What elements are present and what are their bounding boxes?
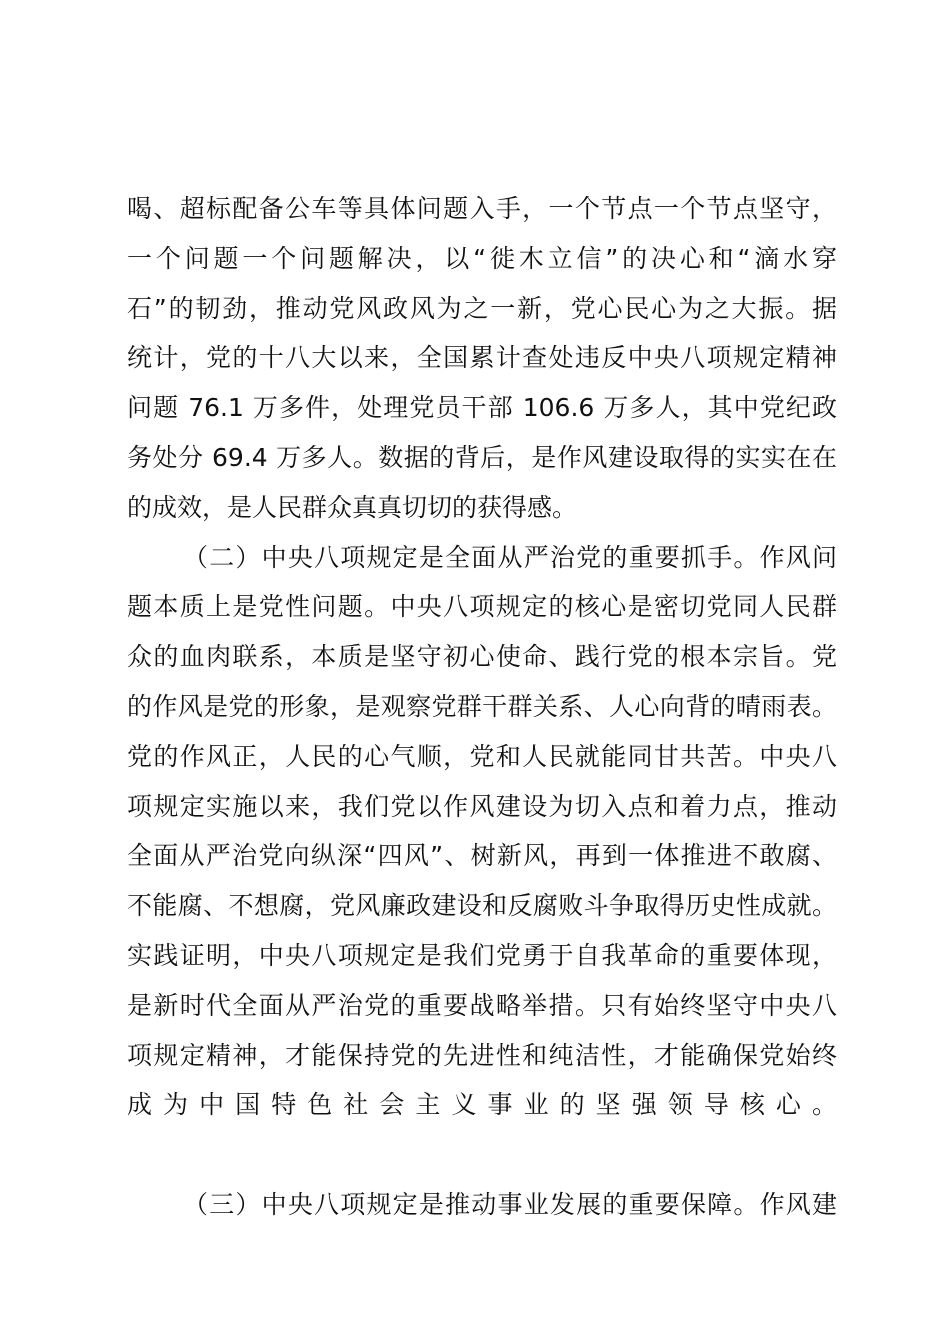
text-line: 实践证明，中央八项规定是我们党勇于自我革命的重要体现， bbox=[127, 940, 837, 970]
section-heading-line: （三）中央八项规定是推动事业发展的重要保障。作风建 bbox=[183, 1189, 837, 1219]
text-line: 项规定精神，才能保持党的先进性和纯洁性，才能确保党始终 bbox=[127, 1040, 837, 1070]
text-line: 的作风是党的形象，是观察党群干群关系、人心向背的晴雨表。 bbox=[127, 691, 837, 721]
text-line: 是新时代全面从严治党的重要战略举措。只有始终坚守中央八 bbox=[127, 990, 837, 1020]
text-line: 全面从严治党向纵深“四风”、树新风，再到一体推进不敢腐、 bbox=[127, 841, 837, 871]
paragraph-section-two bbox=[127, 533, 837, 1180]
text-line: 成为中国特色社会主义事业的坚强领导核心。 bbox=[127, 1090, 837, 1120]
text-line: 不能腐、不想腐，党风廉政建设和反腐败斗争取得历史性成就。 bbox=[127, 891, 837, 921]
text-line: 务处分 69.4 万多人。数据的背后，是作风建设取得的实实在在 bbox=[127, 442, 837, 472]
paragraph-section-three bbox=[127, 1180, 837, 1230]
text-line: 题本质上是党性问题。中央八项规定的核心是密切党同人民群 bbox=[127, 592, 837, 622]
document-body bbox=[127, 184, 837, 1230]
paragraph-continuation bbox=[127, 184, 837, 533]
section-heading-line: （二）中央八项规定是全面从严治党的重要抓手。作风问 bbox=[183, 542, 837, 572]
text-line: 项规定实施以来，我们党以作风建设为切入点和着力点，推动 bbox=[127, 791, 837, 821]
text-line: 石”的韧劲，推动党风政风为之一新，党心民心为之大振。据 bbox=[127, 293, 837, 323]
text-line: 的成效，是人民群众真真切切的获得感。 bbox=[127, 492, 578, 522]
text-line: 喝、超标配备公车等具体问题入手，一个节点一个节点坚守， bbox=[127, 194, 837, 223]
text-line: 众的血肉联系，本质是坚守初心使命、践行党的根本宗旨。党 bbox=[127, 642, 837, 672]
text-line: 一个问题一个问题解决，以“徙木立信”的决心和“滴水穿 bbox=[127, 243, 837, 273]
text-line bbox=[127, 1130, 837, 1180]
text-line: 统计，党的十八大以来，全国累计查处违反中央八项规定精神 bbox=[127, 343, 837, 373]
text-line: 党的作风正，人民的心气顺，党和人民就能同甘共苦。中央八 bbox=[127, 741, 837, 771]
text-line: 问题 76.1 万多件，处理党员干部 106.6 万多人，其中党纪政 bbox=[127, 393, 837, 423]
